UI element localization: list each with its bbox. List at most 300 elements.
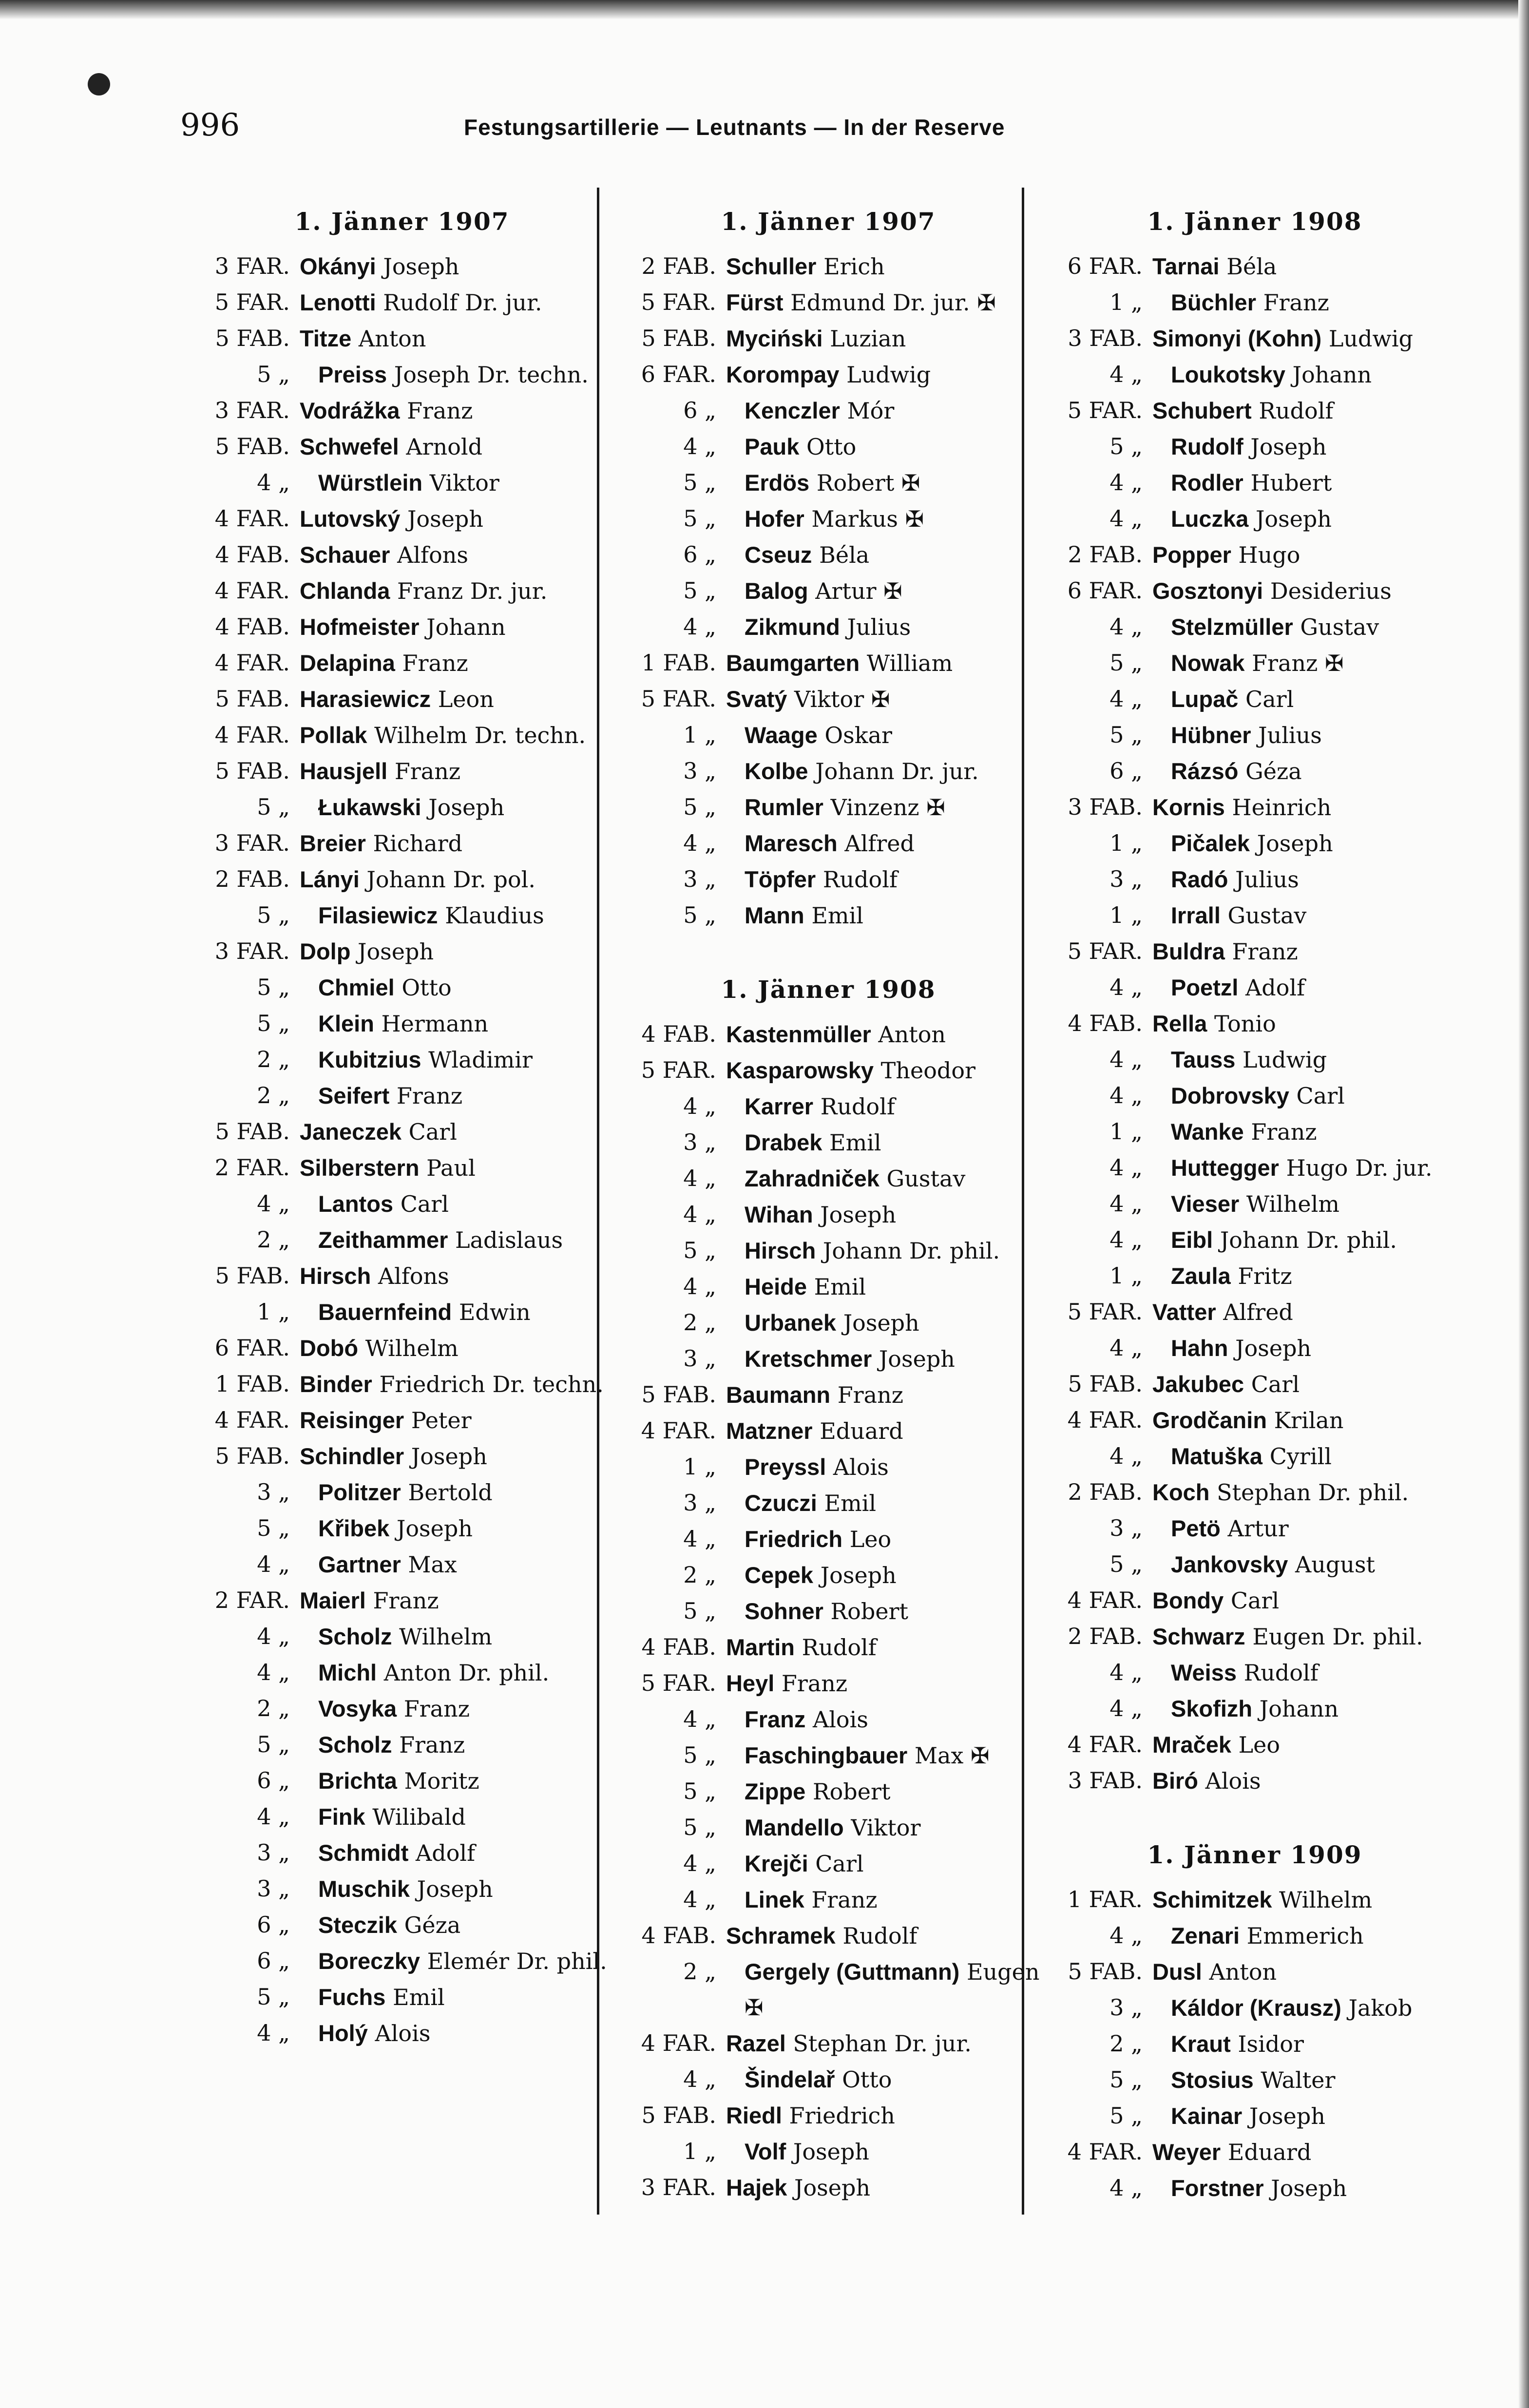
unit-label: 4 FAB. [1068, 1010, 1143, 1036]
surname: Zeithammer [318, 1227, 448, 1253]
person-name [726, 285, 1040, 321]
surname: Scholz [318, 1624, 392, 1649]
surname: Baumgarten [726, 650, 860, 676]
unit-label: 4 „ [1109, 1335, 1143, 1361]
unit-label: 6 FAR. [1067, 253, 1143, 279]
list-item [616, 1774, 1040, 1810]
unit-label: 5 FAB. [1068, 1371, 1143, 1397]
given-name: Anton [358, 325, 426, 352]
person-name [300, 573, 614, 609]
person-name [300, 681, 614, 717]
given-name: Theodor [880, 1057, 976, 1084]
list-item [616, 2170, 1040, 2206]
given-name: Robert [812, 1778, 891, 1805]
list-item [190, 1150, 614, 1186]
person-name [1171, 898, 1467, 934]
surname: Luczka [1171, 506, 1249, 532]
given-name: Emmerich [1246, 1923, 1364, 1949]
person-name [1171, 1691, 1467, 1727]
list-item [1043, 2026, 1467, 2062]
person-name [1152, 1954, 1467, 1990]
list-item [1043, 1954, 1467, 1990]
given-name: Markus ✠ [811, 506, 924, 532]
list-item [1043, 248, 1467, 285]
unit-label: 5 „ [257, 1731, 290, 1758]
person-name [300, 753, 614, 789]
unit-label: 5 FAB. [215, 1443, 290, 1469]
surname: Hirsch [745, 1238, 816, 1263]
given-name: Vinzenz ✠ [830, 794, 945, 821]
surname: Zenari [1171, 1923, 1240, 1949]
surname: Seifert [318, 1083, 390, 1108]
unit-label: 1 „ [1109, 289, 1143, 315]
list-item [190, 429, 614, 465]
unit-label: 5 „ [1109, 2102, 1143, 2129]
given-name: Robert [830, 1598, 909, 1624]
given-name: Alois [1205, 1768, 1261, 1794]
surname: Koch [1152, 1479, 1210, 1505]
unit-label: 4 „ [257, 1190, 290, 1217]
surname: Heyl [726, 1670, 775, 1696]
given-name: Joseph [794, 2175, 871, 2201]
given-name: Joseph [1250, 434, 1327, 460]
given-name: Viktor [429, 470, 499, 496]
list-item [190, 970, 614, 1006]
list-item [616, 1954, 1040, 2026]
section-heading: 1. Jänner 1909 [1147, 1840, 1362, 1869]
person-name [745, 898, 1040, 934]
given-name: Fritz [1238, 1263, 1292, 1289]
person-name [300, 1258, 614, 1294]
list-item [616, 465, 1040, 501]
given-name: Hugo [1238, 542, 1300, 568]
person-name [318, 357, 614, 393]
unit-label: 4 „ [1109, 1082, 1143, 1108]
unit-label: 5 „ [683, 505, 716, 532]
given-name: William [866, 650, 953, 676]
list-item [190, 285, 614, 321]
list-item [190, 1871, 614, 1907]
given-name: Gustav [1227, 902, 1307, 929]
given-name: Friedrich Dr. techn. [379, 1371, 604, 1397]
unit-label: 2 FAB. [1068, 1479, 1143, 1505]
given-name: Wilhelm [365, 1335, 459, 1361]
person-name [318, 898, 614, 934]
list-item [1043, 2170, 1467, 2206]
person-name [745, 501, 1040, 537]
list-item [1043, 861, 1467, 898]
list-item [190, 645, 614, 681]
person-name [726, 1016, 1040, 1052]
given-name: Artur [1227, 1515, 1289, 1542]
list-item [616, 2134, 1040, 2170]
person-name [1171, 1186, 1467, 1222]
unit-label: 5 „ [683, 1814, 716, 1840]
given-name: Ludwig [1242, 1047, 1327, 1073]
given-name: Alfons [378, 1263, 449, 1289]
given-name: Bertold [408, 1479, 493, 1506]
list-item [616, 1016, 1040, 1052]
person-name [745, 1846, 1040, 1882]
list-item [190, 1114, 614, 1150]
surname: Harasiewicz [300, 686, 431, 712]
unit-label: 5 FAB. [215, 325, 290, 351]
list-item [1043, 501, 1467, 537]
unit-label: 4 FAR. [1067, 1407, 1143, 1433]
unit-label: 5 FAB. [1068, 1958, 1143, 1985]
person-name [745, 1774, 1040, 1810]
person-name [726, 1665, 1040, 1701]
given-name: Wladimir [428, 1047, 533, 1073]
surname: Dobó [300, 1335, 359, 1361]
surname: Rodler [1171, 470, 1243, 496]
list-item [616, 393, 1040, 429]
unit-label: 5 FAR. [1067, 938, 1143, 964]
unit-label: 4 FAR. [214, 505, 290, 532]
ink-blot [88, 73, 110, 96]
given-name: Franz [1232, 938, 1298, 965]
list-item [1043, 1222, 1467, 1258]
unit-label: 5 „ [683, 1237, 716, 1263]
given-name: Ludwig [846, 362, 931, 388]
list-item [1043, 1150, 1467, 1186]
surname: Cepek [745, 1562, 814, 1588]
surname: Gergely (Guttmann) [745, 1959, 960, 1985]
surname: Steczik [318, 1912, 397, 1938]
surname: Hahn [1171, 1335, 1228, 1361]
list-item [1043, 1691, 1467, 1727]
person-name [745, 465, 1040, 501]
person-name [318, 1186, 614, 1222]
surname: Popper [1152, 542, 1231, 568]
surname: Matuška [1171, 1443, 1263, 1469]
surname: Káldor (Krausz) [1171, 1995, 1341, 2021]
person-name [1171, 645, 1467, 681]
given-name: Emil [829, 1129, 881, 1156]
list-item [616, 1449, 1040, 1485]
list-item [190, 1294, 614, 1330]
surname: Poetzl [1171, 975, 1239, 1000]
given-name: Edwin [459, 1299, 531, 1325]
person-name [1152, 573, 1467, 609]
list-item [1043, 645, 1467, 681]
surname: Politzer [318, 1479, 401, 1505]
unit-label: 4 „ [1109, 613, 1143, 640]
surname: Vodrážka [300, 398, 400, 423]
person-name [300, 1114, 614, 1150]
unit-label: 4 FAR. [214, 577, 290, 604]
unit-label: 4 „ [1109, 686, 1143, 712]
given-name: Viktor ✠ [794, 686, 890, 712]
person-name [318, 1979, 614, 2015]
person-name [300, 825, 614, 861]
given-name: Leon [438, 686, 494, 712]
person-name [1171, 1258, 1467, 1294]
unit-label: 2 „ [257, 1046, 290, 1072]
given-name: Anton Dr. phil. [383, 1660, 550, 1686]
unit-label: 4 „ [683, 1165, 716, 1191]
person-name [318, 1474, 614, 1510]
given-name: Artur ✠ [815, 578, 902, 604]
given-name: Rudolf [1243, 1660, 1319, 1686]
person-name [745, 1233, 1040, 1269]
unit-label: 5 FAB. [215, 1262, 290, 1289]
unit-label: 3 FAR. [214, 830, 290, 856]
surname: Schmidt [318, 1840, 409, 1866]
person-name [726, 321, 1040, 357]
surname: Stelzmüller [1171, 614, 1293, 640]
person-name [745, 429, 1040, 465]
unit-label: 4 FAR. [214, 1407, 290, 1433]
given-name: Julius [1258, 722, 1322, 748]
list-item [190, 248, 614, 285]
given-name: Elemér Dr. phil. [427, 1948, 607, 1974]
person-name [1171, 1990, 1467, 2026]
unit-label: 4 „ [1109, 1046, 1143, 1072]
surname: Riedl [726, 2102, 782, 2128]
surname: Muschik [318, 1876, 410, 1902]
surname: Schwarz [1152, 1624, 1245, 1649]
person-name [1171, 2098, 1467, 2134]
unit-label: 5 „ [1109, 722, 1143, 748]
page-number: 996 [180, 107, 240, 143]
given-name: Emil [811, 902, 863, 929]
unit-label: 5 FAR. [641, 1057, 716, 1083]
unit-label: 5 „ [1109, 2066, 1143, 2093]
list-item [616, 2026, 1040, 2062]
person-name [1152, 321, 1467, 357]
given-name: Johann [1259, 1696, 1339, 1722]
given-name: Joseph [417, 1876, 493, 1902]
person-name [745, 1954, 1040, 2026]
given-name: Rudolf [842, 1923, 917, 1949]
unit-label: 5 „ [257, 974, 290, 1000]
person-name [745, 1269, 1040, 1305]
surname: Zikmund [745, 614, 840, 640]
list-item [616, 2098, 1040, 2134]
list-item [190, 393, 614, 429]
person-name [745, 2062, 1040, 2098]
surname: Schuller [726, 253, 817, 279]
surname: Franz [745, 1706, 806, 1732]
unit-label: 5 „ [257, 1515, 290, 1541]
person-name [1152, 393, 1467, 429]
person-name [745, 1125, 1040, 1161]
given-name: Paul [426, 1155, 476, 1181]
given-name: Anton [878, 1021, 946, 1048]
person-name [318, 1907, 614, 1943]
given-name: Franz [399, 1732, 465, 1758]
unit-label: 2 „ [1109, 2030, 1143, 2057]
given-name: Johann Dr. jur. [815, 758, 979, 784]
surname: Rumler [745, 794, 823, 820]
surname: Zahradniček [745, 1166, 879, 1191]
given-name: Wilibald [372, 1804, 466, 1830]
person-name [1171, 1510, 1467, 1547]
surname: Sohner [745, 1598, 823, 1624]
surname: Erdös [745, 470, 810, 496]
list-item [1043, 1294, 1467, 1330]
list-item [1043, 1258, 1467, 1294]
given-name: Richard [373, 830, 463, 857]
unit-label: 5 FAR. [641, 289, 716, 315]
list-item [1043, 1330, 1467, 1366]
surname: Kraut [1171, 2031, 1231, 2057]
given-name: Stephan Dr. phil. [1217, 1479, 1409, 1506]
given-name: Carl [1230, 1587, 1280, 1614]
surname: Łukawski [318, 794, 421, 820]
unit-label: 4 FAR. [214, 650, 290, 676]
unit-label: 1 „ [683, 2138, 716, 2164]
surname: Lantos [318, 1191, 394, 1217]
surname: Myciński [726, 325, 823, 351]
surname: Kasparowsky [726, 1057, 874, 1083]
given-name: Alois [833, 1454, 889, 1480]
list-item [1043, 2062, 1467, 2098]
unit-label: 4 FAB. [641, 1021, 716, 1047]
list-item [1043, 898, 1467, 934]
surname: Kenczler [745, 398, 840, 423]
unit-label: 1 „ [1109, 1262, 1143, 1289]
given-name: Joseph [1249, 2103, 1325, 2129]
list-item [190, 753, 614, 789]
list-item [190, 1438, 614, 1474]
person-name [1152, 1763, 1467, 1799]
unit-label: 5 „ [683, 1742, 716, 1768]
surname: Maierl [300, 1587, 366, 1613]
given-name: Joseph [1235, 1335, 1312, 1361]
list-item [1043, 1655, 1467, 1691]
surname: Okányi [300, 253, 376, 279]
surname: Rudolf [1171, 434, 1243, 459]
surname: Weiss [1171, 1660, 1237, 1685]
surname: Huttegger [1171, 1155, 1279, 1181]
given-name: Rudolf [802, 1634, 877, 1661]
surname: Svatý [726, 686, 787, 712]
surname: Dusl [1152, 1959, 1202, 1985]
list-item [190, 1655, 614, 1691]
person-name [745, 1089, 1040, 1125]
unit-label: 6 „ [257, 1948, 290, 1974]
list-item [1043, 1438, 1467, 1474]
given-name: Arnold [406, 434, 483, 460]
unit-label: 3 „ [683, 866, 716, 892]
given-name: Otto [401, 975, 452, 1001]
unit-label: 3 „ [683, 1345, 716, 1372]
surname: Schauer [300, 542, 390, 568]
given-name: Peter [411, 1407, 472, 1433]
unit-label: 4 FAR. [1067, 1731, 1143, 1758]
person-name [726, 248, 1040, 285]
unit-label: 4 „ [1109, 974, 1143, 1000]
unit-label: 5 „ [683, 794, 716, 820]
unit-label: 4 „ [1109, 2175, 1143, 2201]
list-item [1043, 1186, 1467, 1222]
unit-label: 5 FAB. [641, 325, 716, 351]
surname: Heide [745, 1274, 807, 1300]
surname: Preyssl [745, 1454, 826, 1480]
person-name [318, 1042, 614, 1078]
surname: Stosius [1171, 2067, 1254, 2093]
person-name [1171, 861, 1467, 898]
list-item [616, 1629, 1040, 1665]
surname: Hübner [1171, 722, 1251, 748]
list-item [1043, 825, 1467, 861]
person-name [318, 1222, 614, 1258]
person-name [318, 2015, 614, 2051]
person-name [726, 645, 1040, 681]
surname: Jakubec [1152, 1371, 1244, 1397]
surname: Boreczky [318, 1948, 420, 1974]
surname: Zaula [1171, 1263, 1231, 1289]
person-name [300, 537, 614, 573]
surname: Binder [300, 1371, 372, 1397]
list-item [1043, 1042, 1467, 1078]
list-item [190, 1222, 614, 1258]
list-item [1043, 1619, 1467, 1655]
unit-label: 4 „ [683, 1526, 716, 1552]
section-spacer [1043, 1799, 1467, 1828]
unit-label: 2 FAB. [1068, 541, 1143, 568]
person-name [745, 609, 1040, 645]
given-name: Anton [1209, 1959, 1277, 1985]
person-name [1171, 970, 1467, 1006]
surname: Reisinger [300, 1407, 404, 1433]
person-name [1152, 934, 1467, 970]
unit-label: 5 „ [257, 794, 290, 820]
given-name: Leo [849, 1526, 892, 1552]
list-item [1043, 321, 1467, 357]
given-name: Max [408, 1551, 457, 1578]
given-name: Joseph [407, 506, 484, 532]
person-name [318, 1763, 614, 1799]
surname: Lenotti [300, 289, 376, 315]
list-item [190, 1474, 614, 1510]
given-name: Joseph [1257, 830, 1333, 857]
unit-label: 5 FAB. [641, 1381, 716, 1408]
unit-label: 4 „ [257, 1623, 290, 1649]
surname: Lutovský [300, 506, 401, 532]
unit-label: 5 FAR. [641, 1670, 716, 1696]
person-name [726, 1629, 1040, 1665]
given-name: Alois [375, 2020, 431, 2046]
list-item [616, 1413, 1040, 1449]
surname: Kornis [1152, 794, 1225, 820]
unit-label: 4 FAB. [641, 1634, 716, 1660]
person-name [1171, 609, 1467, 645]
given-name: Klaudius [445, 902, 544, 929]
given-name: Joseph [879, 1346, 955, 1372]
list-item [190, 1547, 614, 1583]
person-name [300, 861, 614, 898]
unit-label: 4 „ [257, 1551, 290, 1577]
unit-label: 4 FAB. [215, 613, 290, 640]
surname: Hajek [726, 2175, 787, 2200]
unit-label: 5 „ [257, 1984, 290, 2010]
given-name: Heinrich [1232, 794, 1332, 821]
section-heading: 1. Jänner 1907 [721, 207, 936, 236]
list-item [1043, 465, 1467, 501]
list-item [616, 1521, 1040, 1557]
unit-label: 5 FAB. [215, 758, 290, 784]
unit-label: 5 „ [683, 577, 716, 604]
person-name [1171, 2062, 1467, 2098]
surname: Schwefel [300, 434, 399, 459]
surname: Irrall [1171, 902, 1221, 928]
surname: Czuczi [745, 1490, 817, 1516]
unit-label: 2 „ [683, 1958, 716, 1985]
given-name: Alfred [844, 830, 915, 857]
